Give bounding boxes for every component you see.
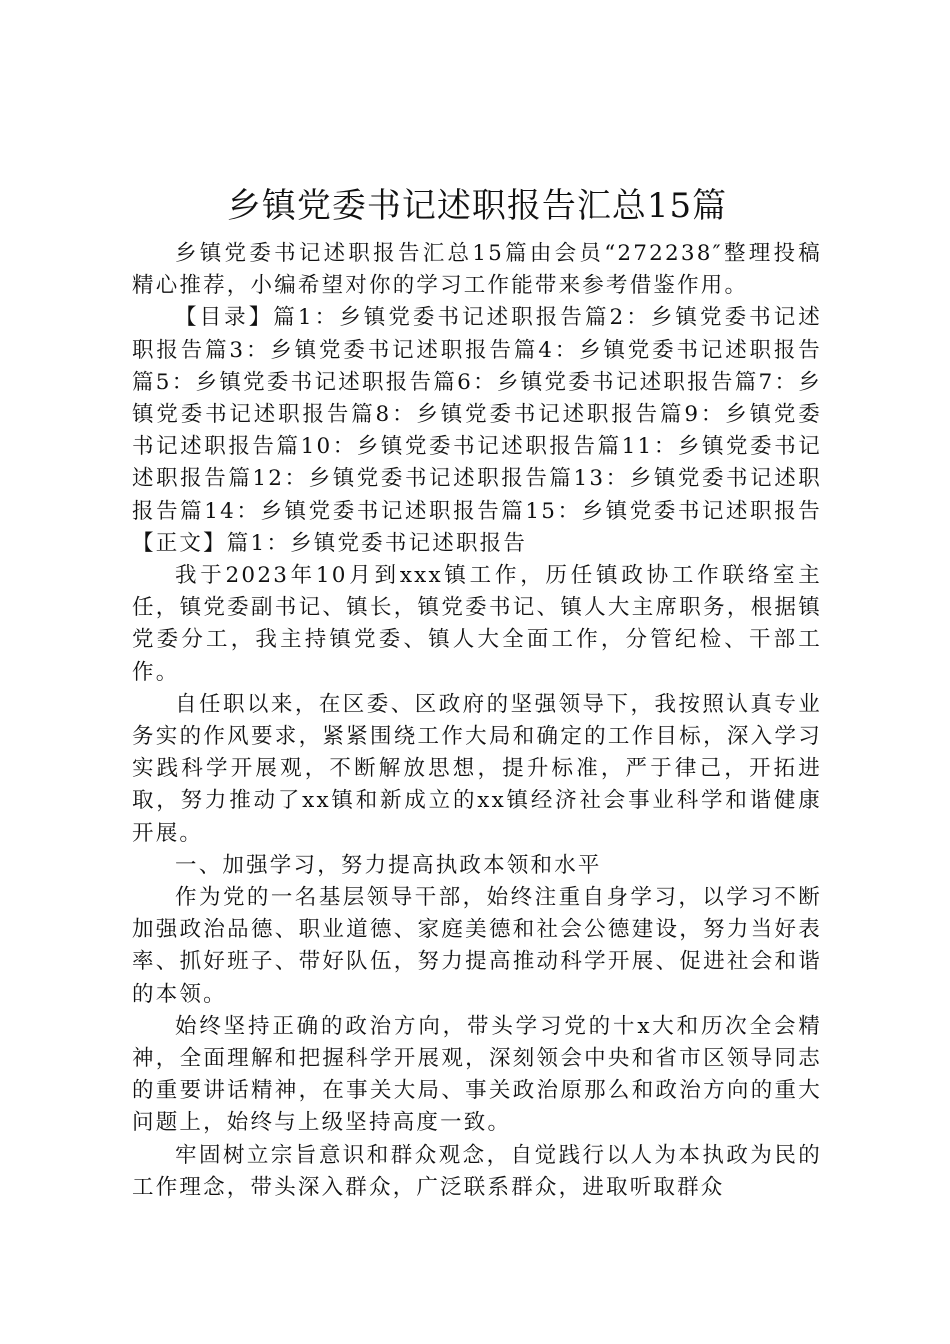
body-paragraph: 始终坚持正确的政治方向，带头学习党的十x大和历次全会精神，全面理解和把握科学开展观，深刻领会中央和省市区领导同志的重要讲话精神，在事关大局、事关政治原那么和政治方向的重大问题上，始终与上级坚持高度一致。 — [132, 1013, 822, 1136]
document-title: 乡镇党委书记述职报告汇总15篇 — [226, 186, 728, 226]
section-heading: 一、加强学习，努力提高执政本领和水平 — [175, 852, 602, 878]
body-paragraph: 作为党的一名基层领导干部，始终注重自身学习，以学习不断加强政治品德、职业道德、家庭美德和社会公德建设，努力当好表率、抓好班子、带好队伍，努力提高推动科学开展、促进社会和谐的本领。 — [132, 885, 822, 1007]
table-of-contents-paragraph: 【目录】篇1：乡镇党委书记述职报告篇2：乡镇党委书记述职报告篇3：乡镇党委书记述职报告篇4：乡镇党委书记述职报告篇5：乡镇党委书记述职报告篇6：乡镇党委书记述职报告篇7：乡镇党委书记述职报告篇8：乡镇党委书记述职报告篇9：乡镇党委书记述职报告篇10：乡镇党委书记述职报告篇11：乡镇党委书记述职报告篇12：乡镇党委书记述职报告篇13：乡镇党委书记述职报告篇14：乡镇党委书记述职报告篇15：乡镇党委书记述职报告【正文】篇1：乡镇党委书记述职报告 — [132, 305, 822, 556]
intro-paragraph: 乡镇党委书记述职报告汇总15篇由会员“272238″整理投稿精心推荐，小编希望对你的学习工作能带来参考借鉴作用。 — [132, 241, 822, 299]
body-paragraph: 我于2023年10月到xxx镇工作，历任镇政协工作联络室主任，镇党委副书记、镇长，镇党委书记、镇人大主席职务，根据镇党委分工，我主持镇党委、镇人大全面工作，分管纪检、干部工作。 — [132, 563, 822, 685]
document-page — [132, 180, 822, 1204]
body-paragraph: 自任职以来，在区委、区政府的坚强领导下，我按照认真专业务实的作风要求，紧紧围绕工作大局和确定的工作目标，深入学习实践科学开展观，不断解放思想，提升标准，严于律己，开拓进取，努力推动了xx镇和新成立的xx镇经济社会事业科学和谐健康开展。 — [132, 691, 822, 846]
body-paragraph: 牢固树立宗旨意识和群众观念，自觉践行以人为本执政为民的工作理念，带头深入群众，广泛联系群众，进取听取群众 — [132, 1142, 822, 1200]
